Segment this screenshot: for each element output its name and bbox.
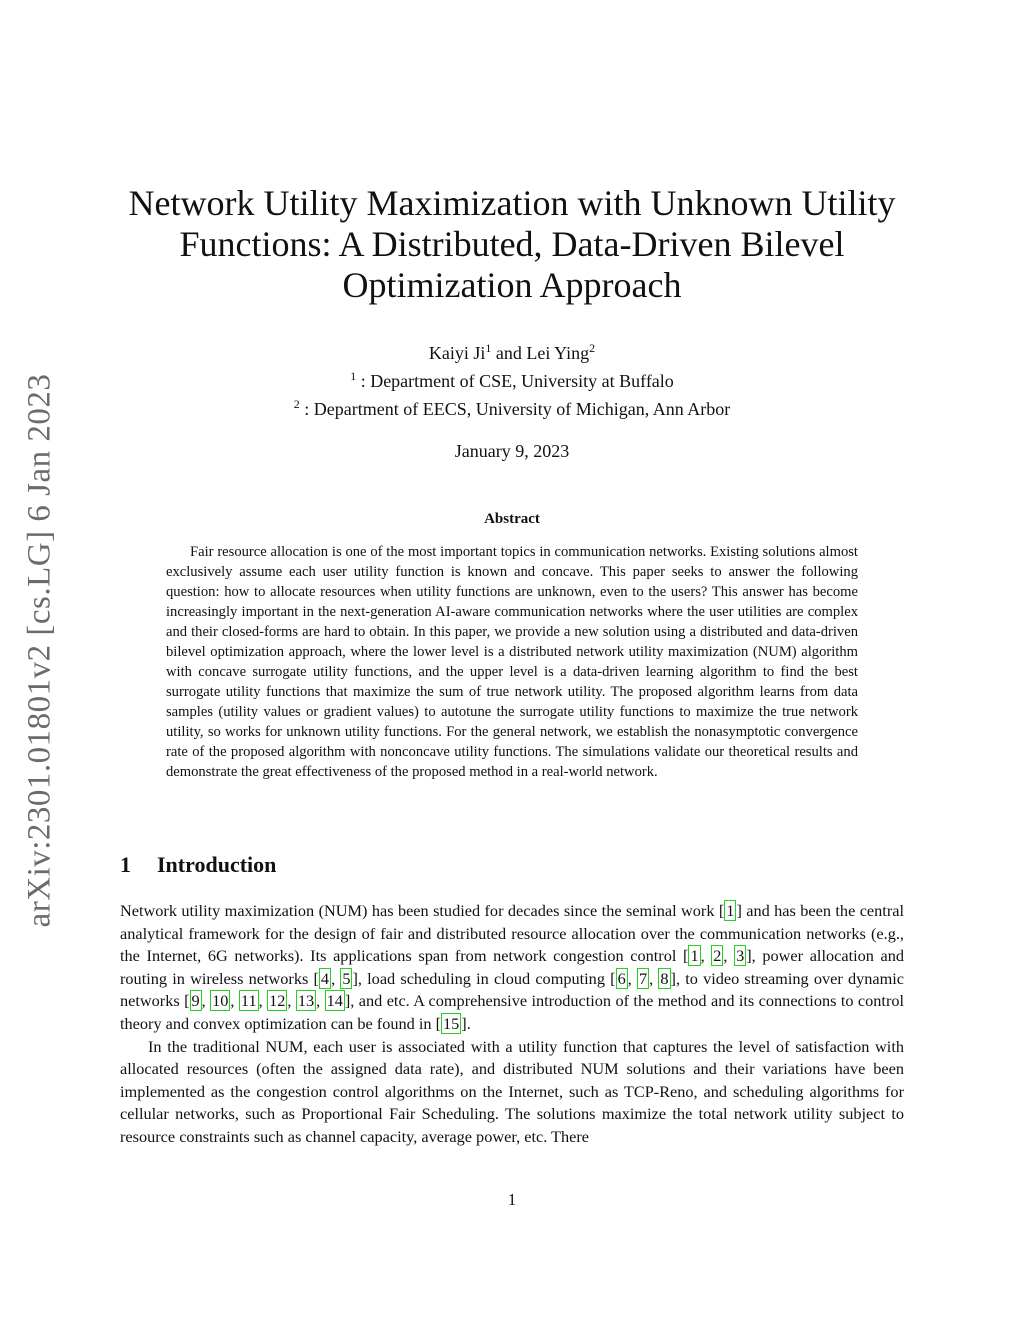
p1-sep: , xyxy=(316,991,325,1011)
citation-link[interactable]: 3 xyxy=(736,946,745,966)
paper-title xyxy=(120,183,904,306)
p1-text: Network utility maximization (NUM) has been studied for decades since the seminal work [ xyxy=(120,901,725,920)
paragraph-1 xyxy=(120,900,904,1036)
citation-link[interactable]: 12 xyxy=(269,991,286,1011)
p1-text: ]. xyxy=(461,1013,471,1033)
author-1: Kaiyi Ji xyxy=(428,343,486,363)
author-1-sup: 1 xyxy=(485,341,492,355)
citation-link[interactable]: 5 xyxy=(342,968,351,988)
citation-link[interactable]: 11 xyxy=(240,991,257,1011)
citation-link[interactable]: 9 xyxy=(191,991,200,1011)
p1-text: ], load scheduling in cloud computing [ xyxy=(352,968,616,988)
p1-sep: , xyxy=(258,991,268,1011)
affiliation-1-sup: 1 xyxy=(350,369,357,383)
section-title: Introduction xyxy=(157,852,277,877)
abstract-text: Fair resource allocation is one of the most important topics in communication networks. Existing solutions almost exclusively assume each user utility function is known and concave. This paper seeks to answer the following question: how to allocate resources when utility functions are unknown, even to the users? This answer has become increasingly important in the next-generation AI-aware communication networks where the user utilities are complex and their closed-forms are hard to obtain. In this paper, we provide a new solution using a distributed and data-driven bilevel optimization approach, where the lower level is a distributed network utility maximization (NUM) algorithm with concave surrogate utility functions, and the upper level is a data-driven learning algorithm to find the best surrogate utility functions that maximize the sum of true network utility. The proposed algorithm learns from data samples (utility values or gradient values) to autotune the surrogate utility functions to maximize the true network utility, so works for unknown utility functions. For the general network, we establish the nonasymptotic convergence rate of the proposed algorithm with nonconcave utility functions. The simulations validate our theoretical results and demonstrate the great effectiveness of the proposed method in a real-world network. xyxy=(166,544,858,780)
citation-link[interactable]: 10 xyxy=(212,991,229,1011)
p1-sep: , xyxy=(723,946,735,966)
affiliation-2-text: : Department of EECS, University of Michigan, Ann Arbor xyxy=(299,399,731,419)
citation-link[interactable]: 1 xyxy=(690,946,699,966)
p1-sep: , xyxy=(700,946,712,966)
citation-link[interactable]: 4 xyxy=(320,968,330,988)
author-line xyxy=(120,343,904,364)
paper-date: January 9, 2023 xyxy=(454,441,570,461)
citation-link[interactable]: 7 xyxy=(638,968,648,988)
page-number: 1 xyxy=(507,1190,517,1209)
p1-sep: , xyxy=(201,991,211,1011)
p1-sep: , xyxy=(331,968,341,988)
p1-sep: , xyxy=(627,968,637,988)
author-2: Lei Ying xyxy=(526,343,590,363)
p1-text: ], and etc. A comprehensive introduction of the method and its connections to control theory and convex optimization can be found in [ xyxy=(120,991,905,1033)
section-number: 1 xyxy=(120,852,131,877)
affiliation-1-text: : Department of CSE, University at Buffalo xyxy=(356,371,674,391)
affiliation-2-sup: 2 xyxy=(293,397,300,411)
citation-link[interactable]: 6 xyxy=(617,968,626,988)
p1-sep: , xyxy=(649,968,659,988)
p1-text: ], to video streaming over dynamic networks [ xyxy=(120,968,905,1011)
author-2-sup: 2 xyxy=(589,341,596,355)
citation-link[interactable]: 14 xyxy=(326,991,343,1011)
title-line-3: Optimization Approach xyxy=(342,265,682,305)
citation-link[interactable]: 8 xyxy=(660,968,669,988)
arxiv-stamp-text: arXiv:2301.01801v2 [cs.LG] 6 Jan 2023 xyxy=(21,373,58,927)
citation-link[interactable]: 15 xyxy=(443,1013,460,1033)
section-body xyxy=(120,900,904,1149)
p1-text: ] and has been the central analytical framework for the design of fair and distributed resource allocation over the communication networks (e.g., the Internet, 6G networks). Its applications span from network congestion control [ xyxy=(120,901,904,966)
affiliation-1 xyxy=(120,371,904,392)
citation-link[interactable]: 13 xyxy=(297,991,315,1011)
citation-link[interactable]: 2 xyxy=(713,946,722,966)
p1-sep: , xyxy=(230,991,239,1011)
abstract-heading: Abstract xyxy=(484,511,540,527)
section-heading xyxy=(120,852,276,878)
paragraph-2: In the traditional NUM, each user is associated with a utility function that captures the level of satisfaction with allocated resources (often the assigned data rate), and distributed NUM solutions and their variations have been implemented as the congestion control algorithms on the Internet, such as TCP-Reno, and scheduling algorithms for cellular networks, such as Proportional Fair Scheduling. The solutions maximize the total network utility subject to resource constraints such as channel capacity, average power, etc. There xyxy=(120,1036,904,1146)
p1-sep: , xyxy=(287,991,296,1011)
p1-text: ], power allocation and routing in wireless networks [ xyxy=(120,946,905,988)
title-line-1: Network Utility Maximization with Unknown Utility xyxy=(128,183,896,223)
title-line-2: Functions: A Distributed, Data-Driven Bilevel xyxy=(179,224,845,264)
affiliation-2 xyxy=(120,399,904,420)
arxiv-stamp xyxy=(10,370,70,930)
author-and: and xyxy=(491,343,527,363)
citation-link[interactable]: 1 xyxy=(726,901,735,920)
